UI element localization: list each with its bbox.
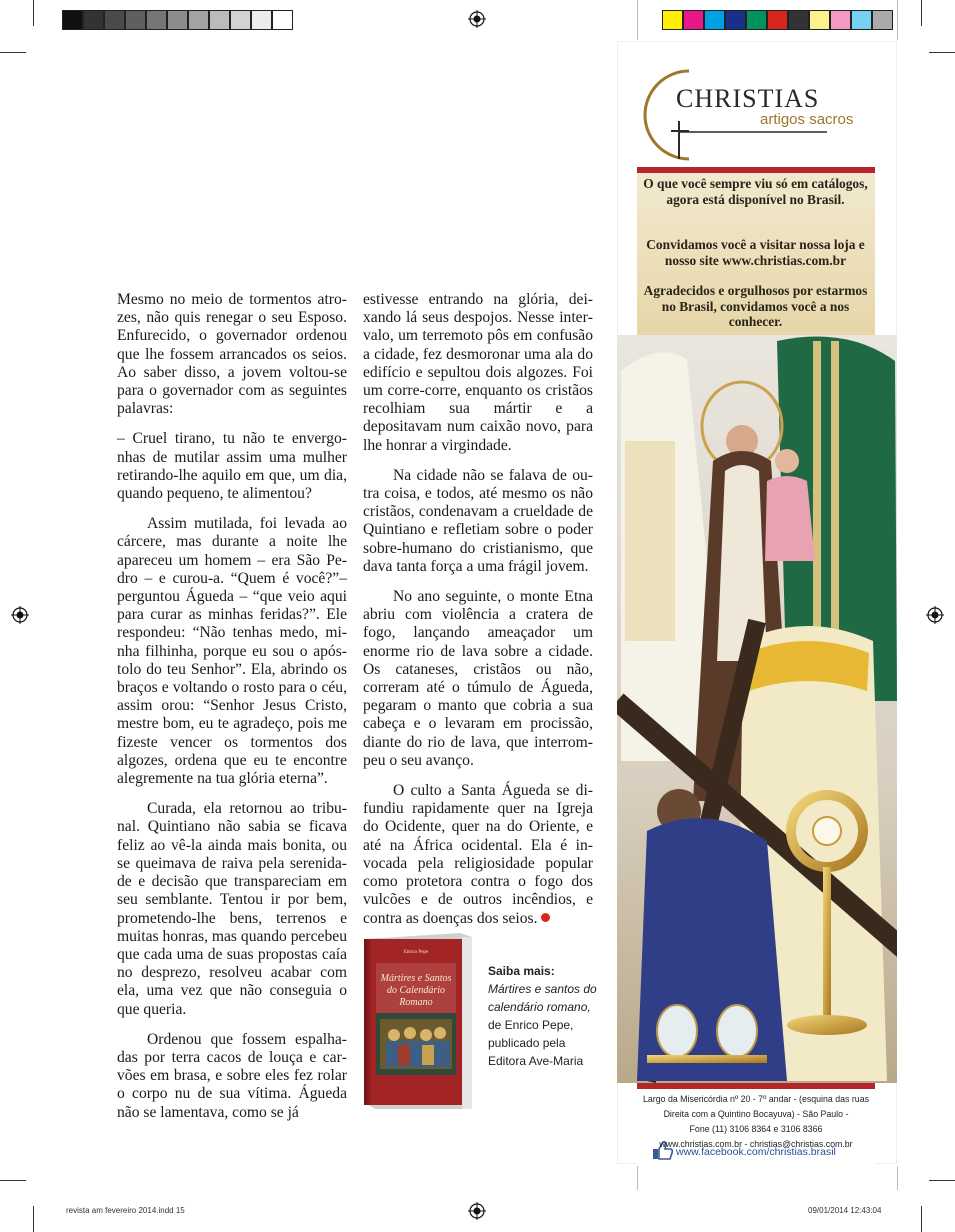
ad-web-email: www.christias.com.br - christias@christias.com.br — [659, 1139, 853, 1149]
article-paragraph: O culto a Santa Águeda se difundiu rapidamente quer na Igreja do Ocidente, quer na do Oriente, e até na África ocidental. Ela é invocada pela religiosidade popular como protetora contra o fogo dos vulcões e de outros incêndios, e contra as doenças dos seios. — [363, 782, 593, 927]
ad-address-line: Largo da Misericórdia nº 20 - 7º andar - (esquina das ruas — [643, 1094, 869, 1104]
article-paragraph: Mesmo no meio de tormentos atrozes, não quis renegar o seu Esposo. Enfurecido, o governador ordenou que lhe fossem arrancados os seios. Ao saber disso, a jovem voltou-se para o governador com as seguintes palavras: — [117, 291, 347, 418]
ad-text-2: Convidamos você a visitar nossa loja e nosso site www.christias.com.br — [646, 237, 865, 268]
crop-mark — [33, 1206, 34, 1232]
registration-mark-icon — [11, 606, 29, 624]
saiba-mais-publisher: publicado pela — [488, 1036, 566, 1050]
book-author-text: Enrico Pepe — [403, 950, 429, 955]
article-paragraph: Curada, ela retornou ao tribunal. Quintiano não sabia se ficava feliz ao vê-la ainda mais bonita, ou se queimava de raiva pela serenidade e decisão que transpareciam em seu semblante. Tentou ir por bem, prometendo-lhe bens, terrenos e muitas honras, mas quando percebeu que cada uma de suas propostas caía no desprezo, resolveu acabar com ela, uma vez que não conseguia o que queria. — [117, 800, 347, 1018]
ad-address — [637, 1092, 875, 1152]
color-swatch — [830, 10, 851, 30]
registration-mark-icon — [468, 10, 486, 28]
article-paragraph: Assim mutilada, foi levada ao cárcere, mas durante a noite lhe apareceu um homem – era São Pedro – e curou-a. “Quem é você?”– perguntou Águeda – “que veio aqui para curar as minhas feridas?”. Ele respondeu: “Não tenhas medo, minha filhinha, porque eu sou o apóstolo do teu Senhor”. Ela, abrindo os braços e voltando o rosto para o céu, assim orou: “Senhor Jesus Cristo, mestre bom, eu te agradeço, pois me fizeste vencer os tormentos dos algozes, ordena que eu te encontre alegremente na tua glória eterna”. — [117, 515, 347, 788]
end-mark-icon — [541, 913, 550, 922]
color-swatch — [230, 10, 251, 30]
book-title-line-3: Romano — [399, 997, 433, 1008]
ad-brand-tagline: artigos sacros — [760, 111, 854, 128]
color-swatch — [167, 10, 188, 30]
color-swatch — [851, 10, 872, 30]
color-swatch — [251, 10, 272, 30]
crop-mark — [897, 1166, 898, 1190]
color-swatch — [125, 10, 146, 30]
ad-phone: Fone (11) 3106 8364 e 3106 8366 — [689, 1124, 823, 1134]
article-column-1 — [117, 291, 347, 1122]
saiba-mais-title: Saiba mais: — [488, 964, 555, 978]
color-swatch — [188, 10, 209, 30]
color-swatch — [62, 10, 83, 30]
saiba-mais-box — [488, 962, 598, 1070]
crop-mark — [897, 0, 898, 40]
crop-mark — [637, 0, 638, 40]
article-paragraph: – Cruel tirano, tu não te envergonhas de mutilar assim uma mulher retirando-lhe aquilo em que, um dia, quando pequeno, te alimentou? — [117, 430, 347, 503]
article-paragraph: Na cidade não se falava de outra coisa, e todos, até mesmo os não cristãos, condenavam a crueldade de Quintiano e refletiam sobre o poder sobre-humano do cristianismo, que dava tanta força a uma frágil jovem. — [363, 466, 593, 575]
color-swatch — [788, 10, 809, 30]
crop-mark — [0, 52, 26, 53]
ad-text-1: O que você sempre viu só em catálogos, agora está disponível no Brasil. — [643, 176, 868, 207]
christias-advertisement — [617, 41, 897, 1164]
book-title-line-2: do Calendário — [386, 985, 446, 996]
color-swatch — [272, 10, 293, 30]
saiba-mais-publisher-name: Editora Ave-Maria — [488, 1054, 584, 1068]
crop-mark — [33, 0, 34, 26]
crop-mark — [929, 52, 955, 53]
article-column-2 — [363, 291, 593, 928]
color-swatch — [704, 10, 725, 30]
saiba-mais-book-title: Mártires e santos do calendário romano, — [488, 982, 597, 1014]
book-cover — [364, 933, 472, 1109]
crop-mark — [637, 1166, 638, 1190]
color-swatch — [767, 10, 788, 30]
registration-mark-icon — [926, 606, 944, 624]
saiba-mais-author: de Enrico Pepe, — [488, 1018, 574, 1032]
ad-brand-name: CHRISTIAS — [676, 84, 820, 113]
article-paragraph: estivesse entrando na glória, deixando lá seus despojos. Nesse intervalo, um terremoto pôs em confusão a cidade, fez desmoronar uma ala do edifício e sepultou dois algozes. Foi um corre-corre, enquanto os cristãos recolhiam sua mártir e a depositavam num caixão novo, para lhe honrar a virgindade. — [363, 291, 593, 454]
file-slug: revista am fevereiro 2014.indd 15 — [66, 1206, 185, 1215]
color-swatch — [746, 10, 767, 30]
color-swatch — [809, 10, 830, 30]
book-title-line-1: Mártires e Santos — [380, 973, 452, 984]
book-cover-image — [364, 933, 472, 1109]
color-swatch — [872, 10, 893, 30]
color-swatch — [683, 10, 704, 30]
article-paragraph: No ano seguinte, o monte Etna abriu com violência a cratera de fogo, lançando ameaçador um enorme rio de lava sobre a cidade. Os cataneses, cristãos ou não, correram até o túmulo de Águeda, pegaram o manto que cobria a sua cabeça e o levaram em procissão, diante do rio de lava, que interrompeu o seu avanço. — [363, 588, 593, 769]
color-swatch — [146, 10, 167, 30]
color-swatch — [209, 10, 230, 30]
ad-facebook-link[interactable]: www.facebook.com/christias.brasil — [676, 1146, 836, 1158]
article-paragraph: Ordenou que fossem espalhadas por terra cacos de louça e carvões em brasa, e sobre eles fez rolar o corpo nu de sua vítima. Águeda não se lamentava, como se já — [117, 1030, 347, 1121]
color-swatch — [104, 10, 125, 30]
color-swatch — [725, 10, 746, 30]
registration-mark-icon — [468, 1202, 486, 1220]
crop-mark — [929, 1180, 955, 1181]
ad-address-line: Direita com a Quintino Bocayuva) - São Paulo - — [663, 1109, 849, 1119]
crop-mark — [921, 0, 922, 26]
color-swatch — [83, 10, 104, 30]
crop-mark — [0, 1180, 26, 1181]
date-slug: 09/01/2014 12:43:04 — [808, 1206, 882, 1215]
ad-artwork — [617, 41, 897, 1164]
ad-text-3: Agradecidos e orgulhosos por estarmos no Brasil, convidamos você a nos conhecer. — [643, 283, 868, 330]
color-swatch — [662, 10, 683, 30]
crop-mark — [921, 1206, 922, 1232]
